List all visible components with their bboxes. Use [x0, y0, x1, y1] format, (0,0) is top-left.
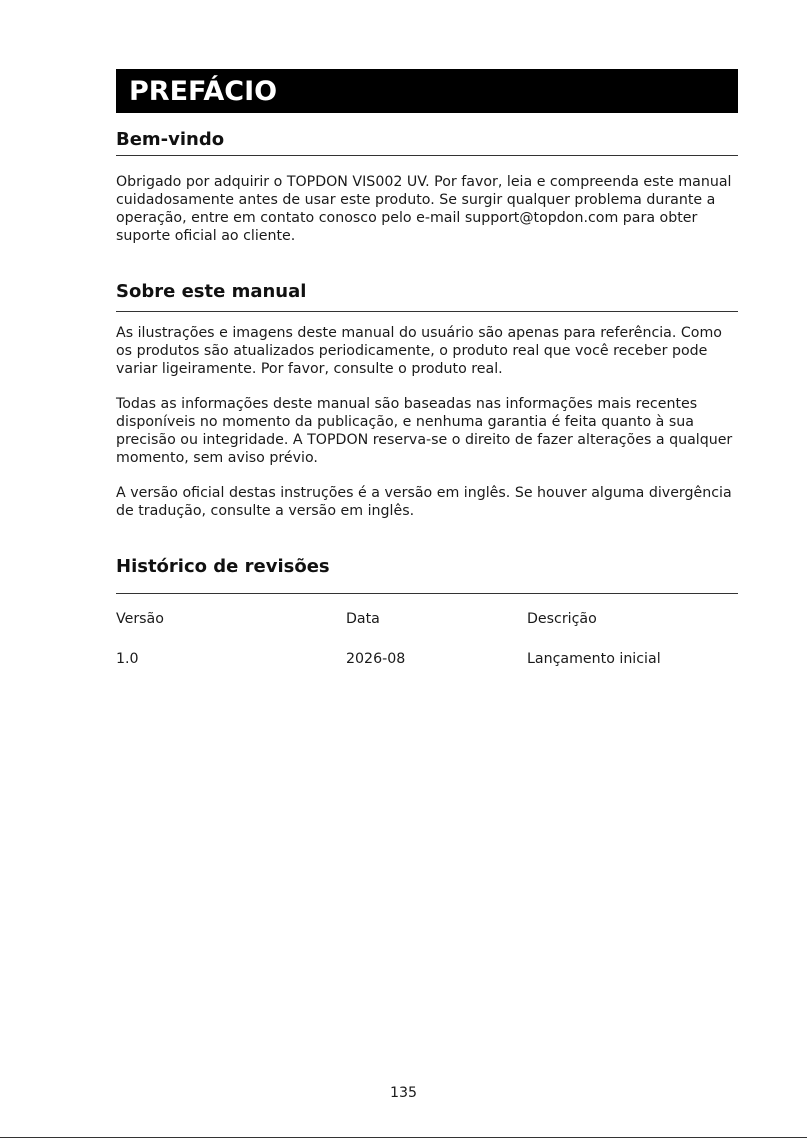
page-number: 135	[389, 1085, 418, 1101]
column-header-description: Descrição	[527, 611, 597, 627]
page-title: PREFÁCIO	[129, 75, 278, 107]
about-paragraph-3: A versão oficial destas instruções é a versão em inglês. Se houver alguma divergência de tradução, consulte a versão em inglês.	[116, 485, 732, 519]
about-paragraph-1: As ilustrações e imagens deste manual do usuário são apenas para referência. Como os produtos são atualizados periodicamente, o produto real que você receber pode variar ligeiramente. Por favor, consulte o produto real.	[116, 325, 722, 377]
column-header-date: Data	[346, 611, 380, 627]
page-title-bar	[116, 69, 738, 113]
welcome-paragraph: Obrigado por adquirir o TOPDON VIS002 UV. Por favor, leia e compreenda este manual cuidadosamente antes de usar este produto. Se surgir qualquer problema durante a operação, entre em contato conosco pelo e-mail support@topdon.com para obter suporte oficial ao cliente.	[116, 174, 732, 244]
about-paragraph-2: Todas as informações deste manual são baseadas nas informações mais recentes disponíveis no momento da publicação, e nenhuma garantia é feita quanto à sua precisão ou integridade. A TOPDON reserva-se o direito de fazer alterações a qualquer momento, sem aviso prévio.	[116, 396, 733, 466]
column-header-version: Versão	[116, 611, 164, 627]
cell-version: 1.0	[116, 651, 139, 667]
section-divider	[116, 593, 738, 594]
cell-date: 2026-08	[346, 651, 406, 667]
cell-description: Lançamento inicial	[527, 651, 661, 667]
bottom-divider	[0, 1137, 807, 1138]
section-heading-history: Histórico de revisões	[116, 556, 330, 577]
section-divider	[116, 311, 738, 312]
section-heading-welcome: Bem-vindo	[116, 129, 225, 150]
section-heading-about: Sobre este manual	[116, 281, 307, 302]
section-divider	[116, 155, 738, 156]
